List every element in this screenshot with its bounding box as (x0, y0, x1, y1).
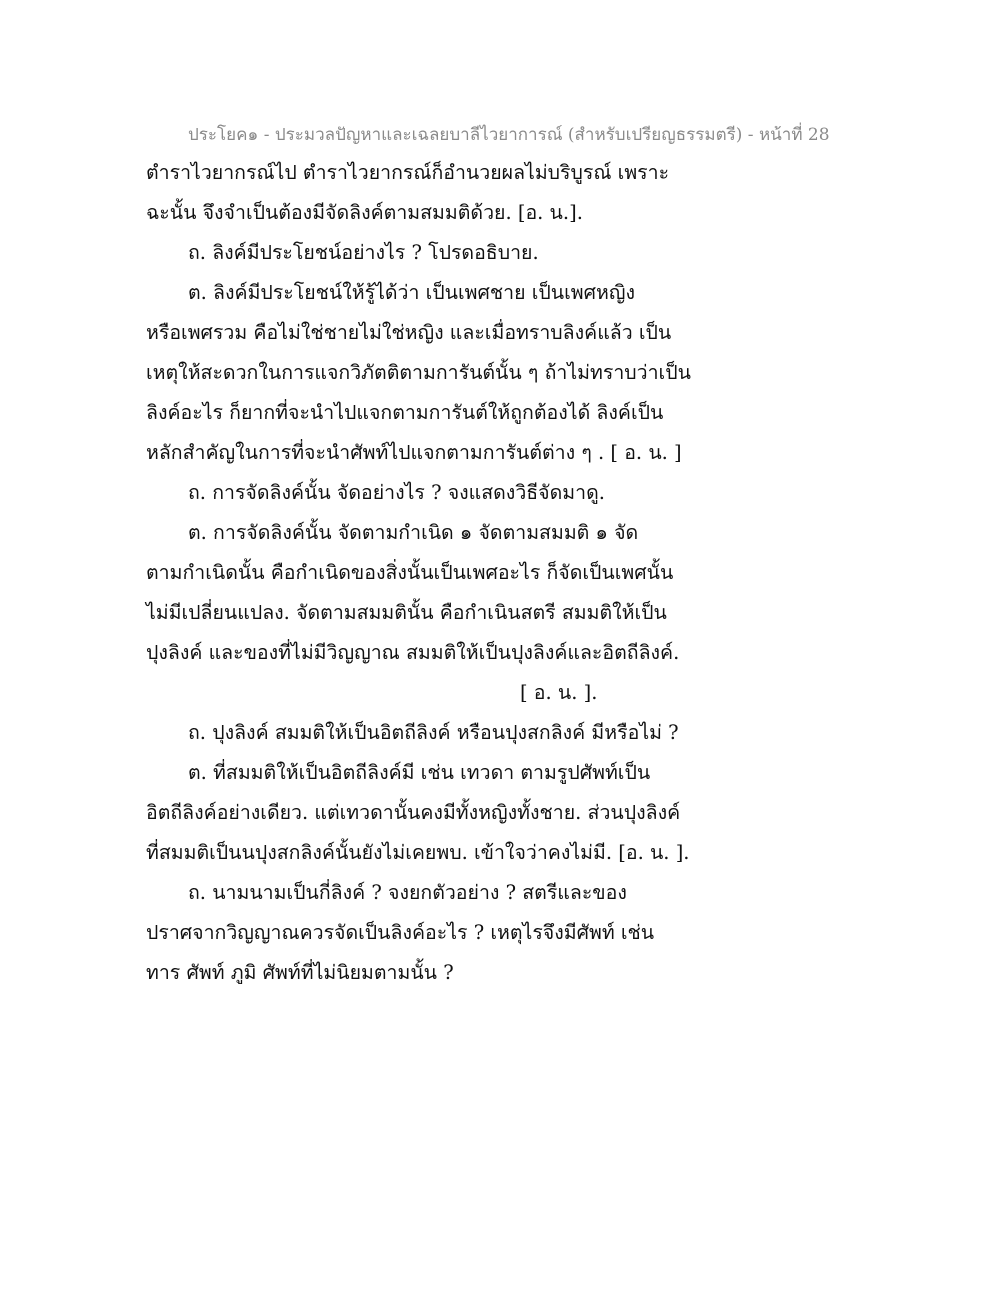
text-line: ปุงลิงค์ และของที่ไม่มีวิญญาณ สมมติให้เป็นปุงลิงค์และอิตถีลิงค์. (146, 641, 680, 664)
text-line: ฉะนั้น จึงจำเป็นต้องมีจัดลิงค์ตามสมมติด้วย. [อ. น.]. (146, 201, 583, 224)
text-line: หลักสำคัญในการที่จะนำศัพท์ไปแจกตามการันต์ต่าง ๆ . [ อ. น. ] (146, 441, 682, 464)
citation-line: [ อ. น. ]. (520, 681, 598, 704)
text-line: ต. ลิงค์มีประโยชน์ให้รู้ได้ว่า เป็นเพศชาย เป็นเพศหญิง (188, 281, 635, 304)
text-line: ต. ที่สมมติให้เป็นอิตถีลิงค์มี เช่น เทวดา ตามรูปศัพท์เป็น (188, 761, 651, 784)
text-line: เหตุให้สะดวกในการแจกวิภัตติตามการันต์นั้น ๆ ถ้าไม่ทราบว่าเป็น (146, 361, 691, 384)
text-line: ไม่มีเปลี่ยนแปลง. จัดตามสมมตินั้น คือกำเนินสตรี สมมติให้เป็น (146, 601, 667, 624)
text-line: ปราศจากวิญญาณควรจัดเป็นลิงค์อะไร ? เหตุไรจึงมีศัพท์ เช่น (146, 921, 655, 944)
text-line: ตามกำเนิดนั้น คือกำเนิดของสิ่งนั้นเป็นเพศอะไร ก็จัดเป็นเพศนั้น (146, 561, 674, 584)
text-line: ถ. นามนามเป็นกี่ลิงค์ ? จงยกตัวอย่าง ? สตรีและของ (188, 881, 627, 904)
text-line: ตำราไวยากรณ์ไป ตำราไวยากรณ์ก็อำนวยผลไม่บริบูรณ์ เพราะ (146, 161, 670, 184)
text-line: ทาร ศัพท์ ภูมิ ศัพท์ที่ไม่นิยมตามนั้น ? (146, 961, 454, 984)
text-line: ถ. ปุงลิงค์ สมมติให้เป็นอิตถีลิงค์ หรือนปุงสกลิงค์ มีหรือไม่ ? (188, 721, 679, 744)
text-line: ที่สมมติเป็นนปุงสกลิงค์นั้นยังไม่เคยพบ. เข้าใจว่าคงไม่มี. [อ. น. ]. (146, 841, 690, 864)
text-line: อิตถีลิงค์อย่างเดียว. แต่เทวดานั้นคงมีทั้งหญิงทั้งชาย. ส่วนปุงลิงค์ (146, 801, 681, 824)
text-line: ถ. การจัดลิงค์นั้น จัดอย่างไร ? จงแสดงวิธีจัดมาดู. (188, 481, 605, 504)
text-line: ต. การจัดลิงค์นั้น จัดตามกำเนิด ๑ จัดตามสมมติ ๑ จัด (188, 521, 639, 544)
text-line: ลิงค์อะไร ก็ยากที่จะนำไปแจกตามการันต์ให้ถูกต้องได้ ลิงค์เป็น (146, 401, 664, 424)
text-line: หรือเพศรวม คือไม่ใช่ชายไม่ใช่หญิง และเมื่อทราบลิงค์แล้ว เป็น (146, 321, 672, 344)
page-header: ประโยค๑ - ประมวลปัญหาและเฉลยบาลีไวยาการณ์ (สำหรับเปรียญธรรมตรี) - หน้าที่ 28 (188, 125, 830, 145)
text-line: ถ. ลิงค์มีประโยชน์อย่างไร ? โปรดอธิบาย. (188, 241, 539, 264)
